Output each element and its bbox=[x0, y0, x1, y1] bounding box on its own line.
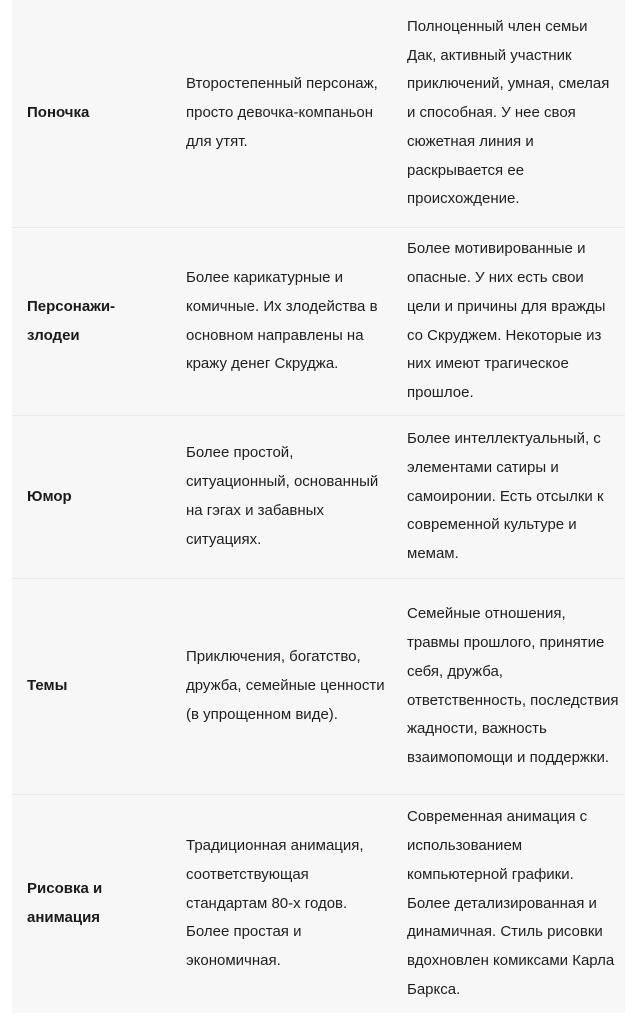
row-label: Поночка bbox=[27, 104, 90, 122]
row-label: Персонажи-злодеи bbox=[27, 297, 116, 344]
old-series-cell: Второстепенный персонаж, просто девочка-компаньон для утят. bbox=[186, 75, 378, 150]
new-series-cell: Современная анимация с использованием компьютерной графики. Более детализированная и динамичная. Стиль рисовки вдохновлен комиксами Карла Баркса. bbox=[407, 808, 615, 998]
table-row bbox=[12, 579, 625, 795]
row-label: Юмор bbox=[27, 487, 72, 505]
old-series-cell: Приключения, богатство, дружба, семейные ценности (в упрощенном виде). bbox=[186, 648, 385, 723]
new-series-cell: Более мотивированные и опасные. У них есть свои цели и причины для вражды со Скруджем. Некоторые из них имеют трагическое прошлое. bbox=[407, 240, 606, 402]
table-row bbox=[12, 228, 625, 416]
table-row bbox=[12, 795, 625, 1013]
table-row bbox=[12, 416, 625, 579]
table-row bbox=[12, 0, 625, 228]
row-label: Темы bbox=[27, 677, 68, 695]
new-series-cell: Семейные отношения, травмы прошлого, принятие себя, дружба, ответственность, последствия жадности, важность взаимопомощи и поддержки. bbox=[407, 605, 619, 767]
new-series-cell: Полноценный член семьи Дак, активный участник приключений, умная, смелая и способная. У нее своя сюжетная линия и раскрывается ее происхождение. bbox=[407, 17, 610, 208]
new-series-cell: Более интеллектуальный, с элементами сатиры и самоиронии. Есть отсылки к современной культуре и мемам. bbox=[407, 430, 604, 563]
old-series-cell: Более простой, ситуационный, основанный на гэгах и забавных ситуациях. bbox=[186, 444, 379, 548]
row-label: Рисовка и анимация bbox=[27, 880, 103, 926]
comparison-table bbox=[12, 0, 625, 1013]
old-series-cell: Более карикатурные и комичные. Их злодейства в основном направлены на кражу денег Скруджа. bbox=[186, 268, 378, 373]
old-series-cell: Традиционная анимация, соответствующая стандартам 80-х годов. Более простая и экономичная. bbox=[186, 837, 364, 970]
